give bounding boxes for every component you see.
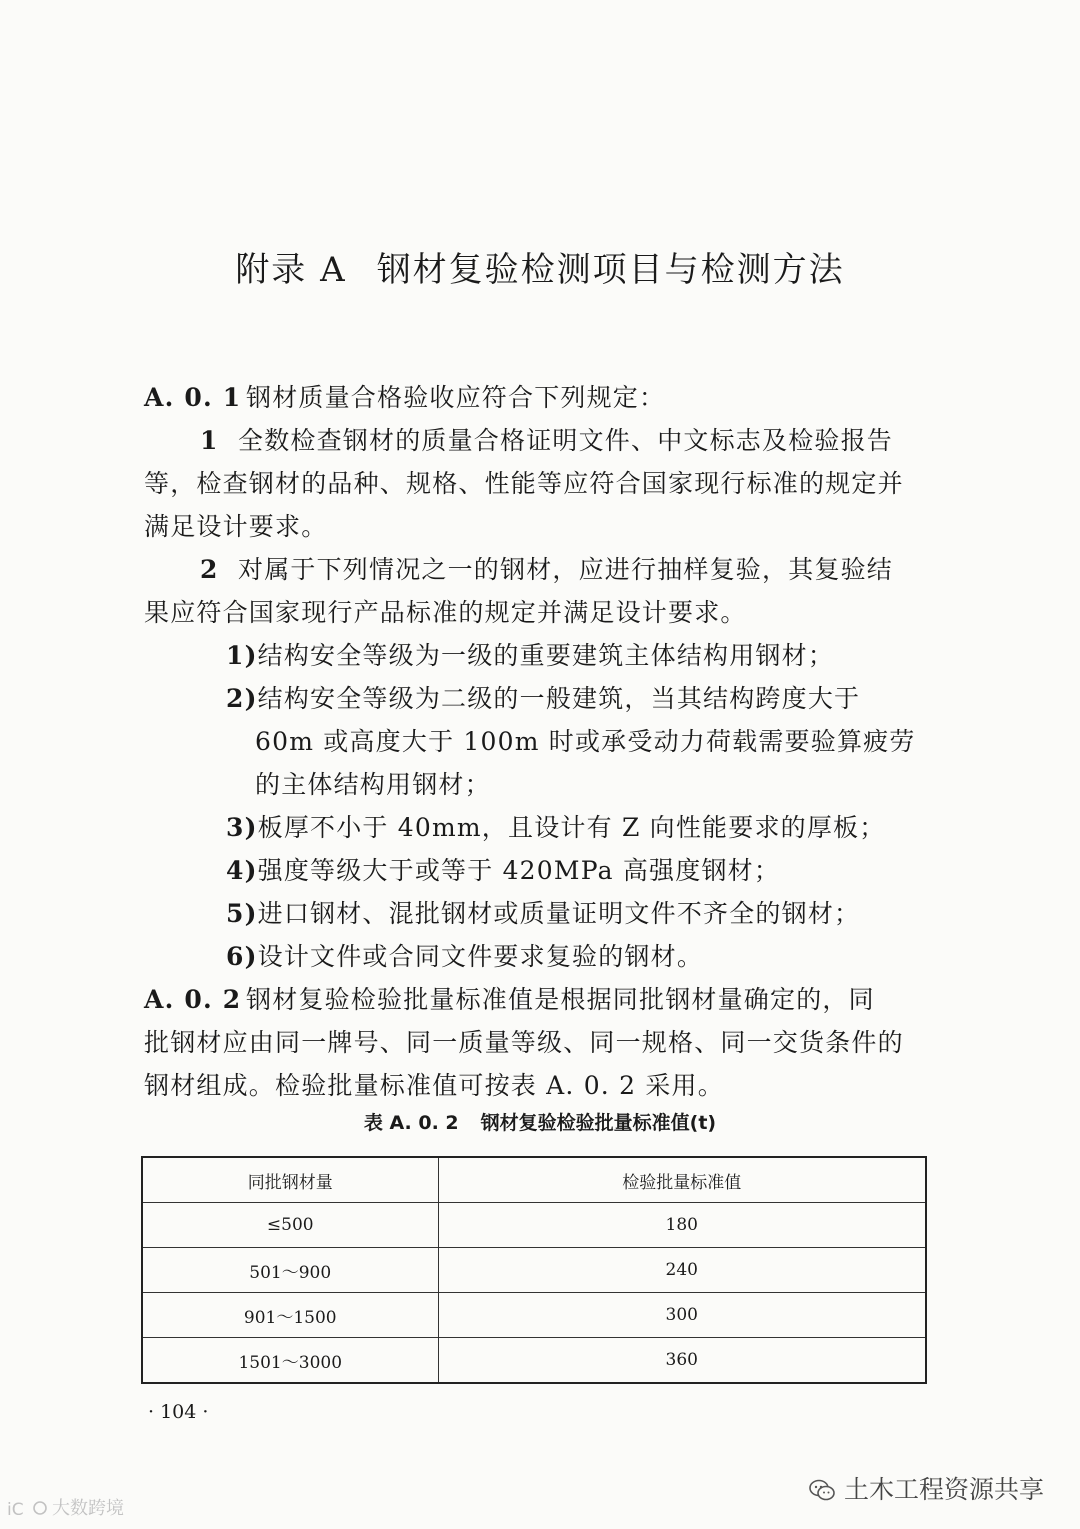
item-2-line-2: 果应符合国家现行产品标准的规定并满足设计要求。	[144, 598, 747, 627]
clause-a02-line-1: A. 0. 2 钢材复验检验批量标准值是根据同批钢材量确定的，同	[144, 982, 875, 1018]
item-number: 1	[200, 426, 219, 455]
table-cell: 300	[438, 1293, 926, 1338]
clause-a02-line-2: 批钢材应由同一牌号、同一质量等级、同一规格、同一交货条件的	[144, 1028, 904, 1057]
table-header-row	[142, 1157, 926, 1203]
watermark-source-text: 土木工程资源共享	[843, 1475, 1044, 1504]
table-caption-text: 钢材复验检验批量标准值(t)	[480, 1112, 717, 1134]
table-cell: 360	[438, 1338, 926, 1384]
brand-logo-icon	[6, 1497, 50, 1519]
table-cell: 240	[438, 1248, 926, 1293]
clause-a02-line-3: 钢材组成。检验批量标准值可按表 A. 0. 2 采用。	[144, 1071, 724, 1100]
sub-item-1: 1)结构安全等级为一级的重要建筑主体结构用钢材；	[226, 641, 835, 670]
clause-number: A. 0. 1	[144, 383, 242, 412]
page-number: · 104 ·	[148, 1401, 209, 1423]
table-row	[142, 1248, 926, 1293]
table-caption-number: 表 A. 0. 2	[363, 1112, 459, 1134]
watermark-source	[808, 1470, 1044, 1506]
sub-item-number: 3)	[226, 813, 258, 842]
column-header: 同批钢材量	[142, 1157, 438, 1203]
appendix-label: 附录 A	[235, 250, 347, 290]
item-2-line-1: 2 对属于下列情况之一的钢材，应进行抽样复验，其复验结	[200, 552, 893, 588]
batch-standard-table	[141, 1156, 927, 1384]
sub-item-number: 6)	[226, 942, 258, 971]
sub-item-number: 1)	[226, 641, 258, 670]
sub-item-4: 4)强度等级大于或等于 420MPa 高强度钢材；	[226, 856, 781, 885]
table-cell: 1501～3000	[142, 1338, 438, 1384]
clause-number: A. 0. 2	[144, 985, 242, 1014]
sub-item-number: 5)	[226, 899, 258, 928]
table-cell: ≤500	[142, 1203, 438, 1248]
column-header: 检验批量标准值	[438, 1157, 926, 1203]
table-cell: 901～1500	[142, 1293, 438, 1338]
sub-item-5: 5)进口钢材、混批钢材或质量证明文件不齐全的钢材；	[226, 899, 861, 928]
sub-item-number: 2)	[226, 684, 258, 713]
watermark-brand-text: 大数跨境	[52, 1498, 124, 1519]
sub-item-2-line-1: 2)结构安全等级为二级的一般建筑，当其结构跨度大于	[226, 684, 861, 713]
table-row	[142, 1293, 926, 1338]
sub-item-2-line-2: 60m 或高度大于 100m 时或承受动力荷载需要验算疲劳	[255, 727, 916, 756]
table-cell: 180	[438, 1203, 926, 1248]
table-caption	[0, 1108, 1080, 1138]
item-number: 2	[200, 555, 219, 584]
wechat-icon	[808, 1479, 836, 1501]
item-1-line-2: 等，检查钢材的品种、规格、性能等应符合国家现行标准的规定并	[144, 469, 904, 498]
sub-item-number: 4)	[226, 856, 258, 885]
item-1-line-1: 1 全数检查钢材的质量合格证明文件、中文标志及检验报告	[200, 423, 893, 459]
table-row	[142, 1338, 926, 1384]
svg-text:iC: iC	[7, 1500, 24, 1519]
appendix-title	[0, 245, 1080, 295]
item-1-line-3: 满足设计要求。	[144, 512, 328, 541]
table-cell: 501～900	[142, 1248, 438, 1293]
table-row	[142, 1203, 926, 1248]
clause-a01	[144, 380, 665, 416]
watermark-brand	[6, 1494, 124, 1520]
sub-item-3: 3)板厚不小于 40mm，且设计有 Z 向性能要求的厚板；	[226, 813, 886, 842]
appendix-title-text: 钢材复验检测项目与检测方法	[376, 250, 845, 290]
clause-text: 钢材质量合格验收应符合下列规定：	[246, 383, 666, 412]
sub-item-2-line-3: 的主体结构用钢材；	[255, 770, 491, 799]
sub-item-6: 6)设计文件或合同文件要求复验的钢材。	[226, 942, 704, 971]
